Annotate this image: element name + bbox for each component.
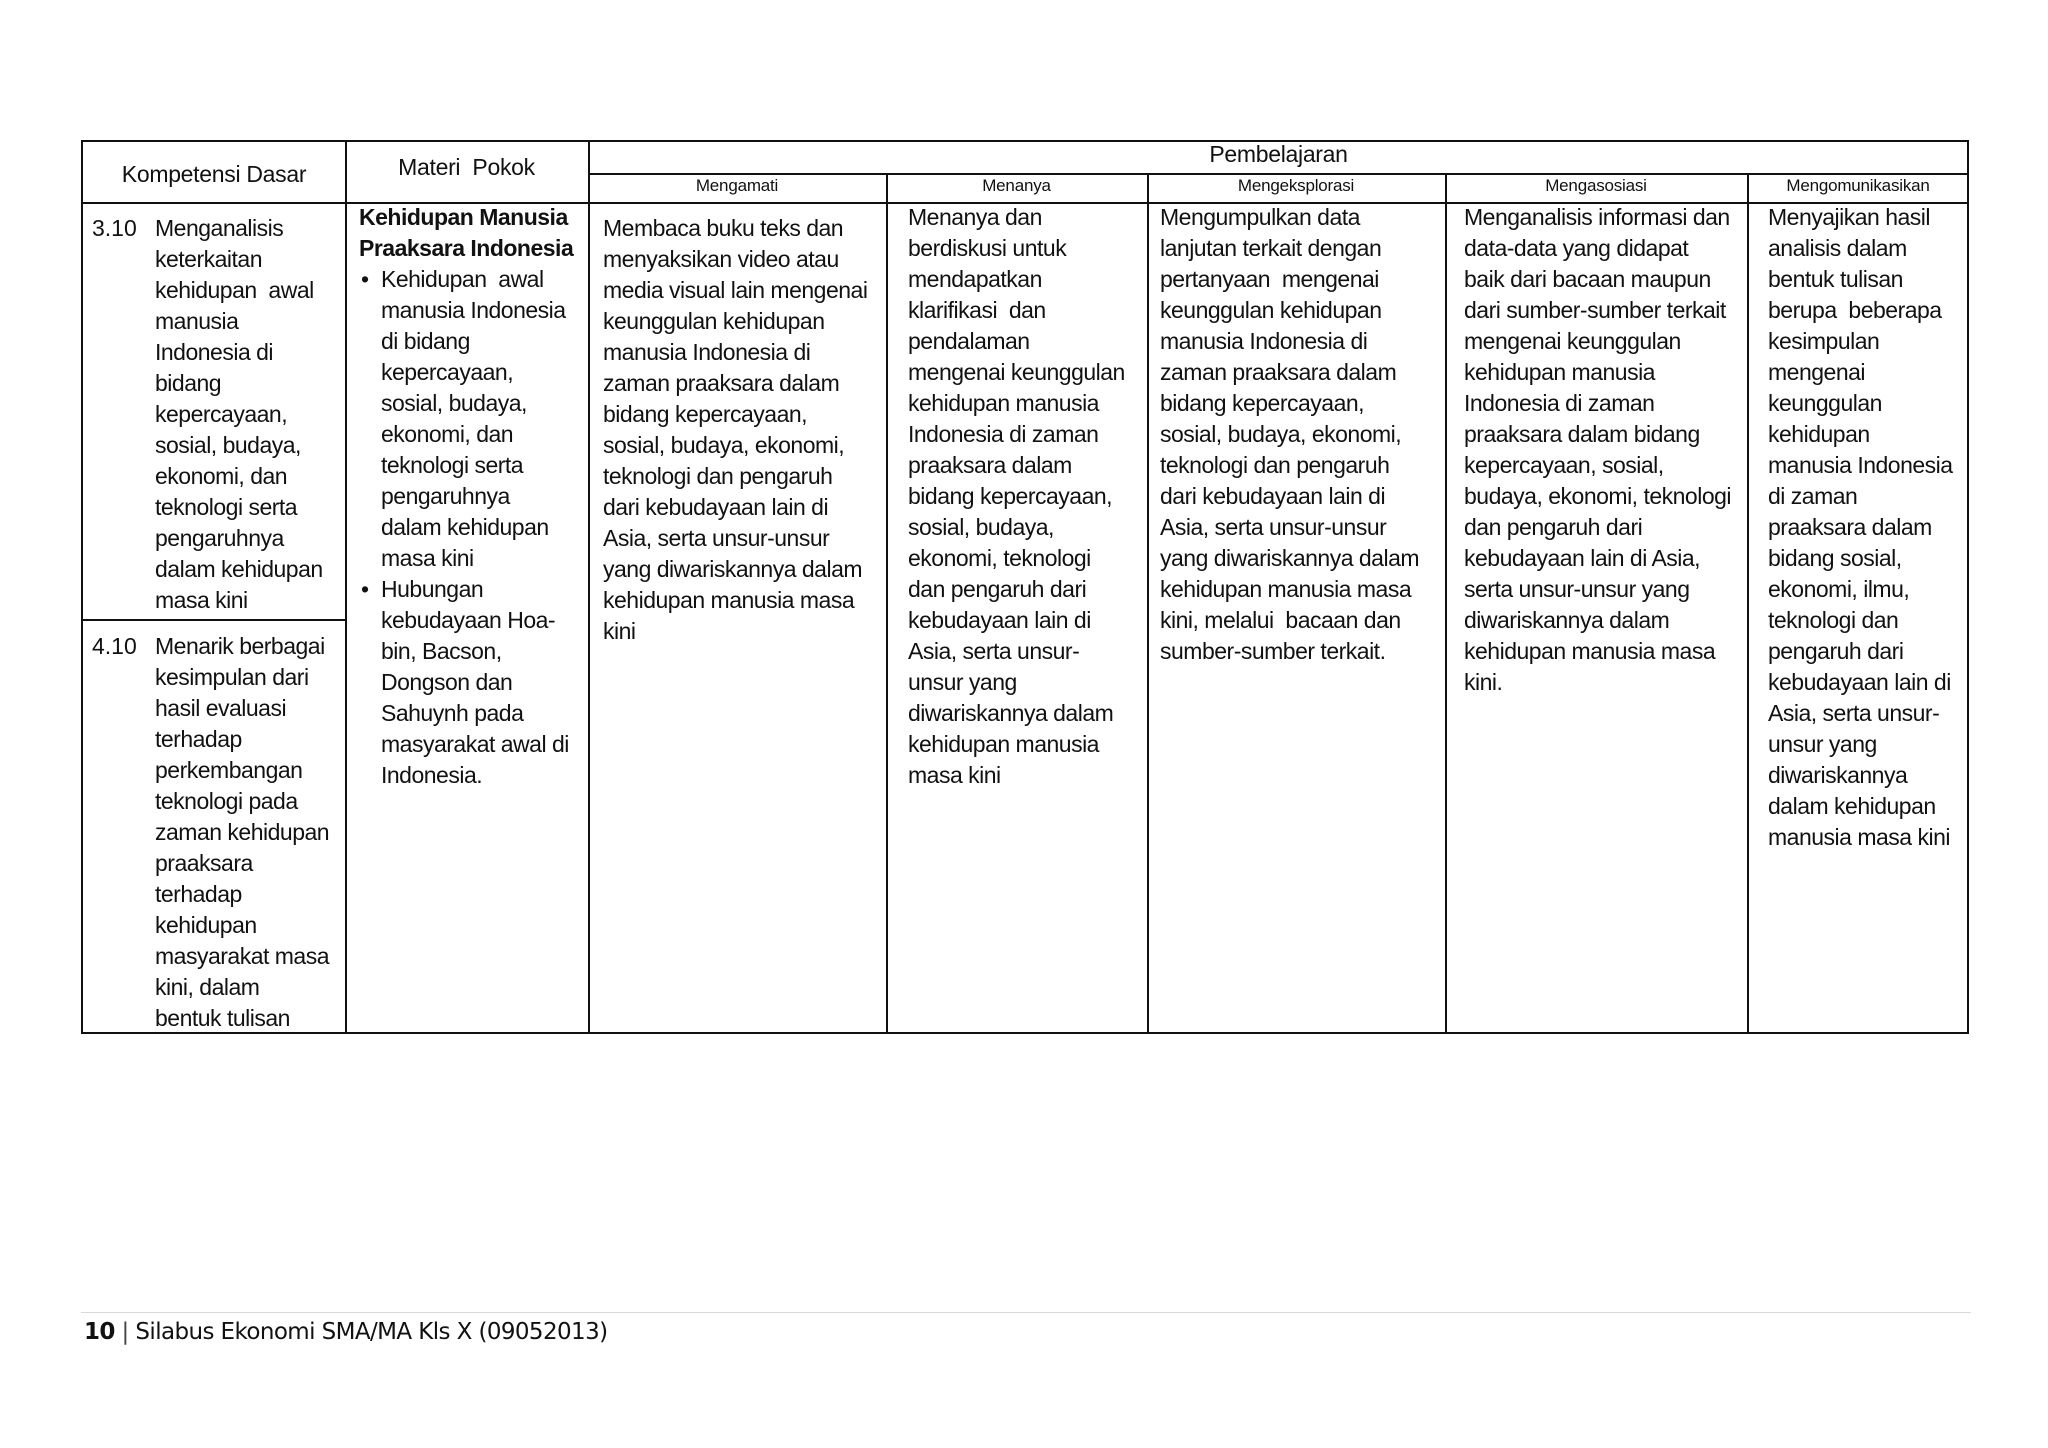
subheader-mengasosiasi: Mengasosiasi (1545, 176, 1647, 195)
col-divider-mengeksplorasi (1445, 173, 1447, 1032)
kd-number-4-10: 4.10 (92, 633, 137, 659)
materi-title: Praaksara Indonesia (359, 235, 574, 261)
header-kompetensi-dasar: Kompetensi Dasar (121, 161, 307, 187)
footer-rule (81, 1312, 1971, 1313)
subheader-menanya: Menanya (982, 176, 1051, 195)
materi-title: Kehidupan Manusia (359, 204, 568, 230)
header-materi-pokok: Materi Pokok (398, 154, 535, 180)
col-divider-materi (588, 142, 590, 1032)
col-divider-menanya (1147, 173, 1149, 1032)
subheader-mengamati: Mengamati (695, 176, 779, 195)
kd-number-3-10: 3.10 (92, 215, 137, 241)
page-footer (84, 1317, 607, 1347)
materi-pokok-cell (359, 202, 573, 791)
footer-separator: | (121, 1319, 129, 1345)
materi-bullet-list (359, 264, 573, 791)
list-item: • Kehidupan awal manusia Indonesia di bidang kepercayaan, sosial, budaya, ekonomi, dan teknologi serta pengaruhnya dalam kehidupan masa kini (359, 264, 573, 574)
mengamati-cell: Membaca buku teks dan menyaksikan video atau media visual lain mengenai keunggulan kehidupan manusia Indonesia di zaman praaksara dalam bidang kepercayaan, sosial, budaya, ekonomi, teknologi dan pengaruh dari kebudayaan lain di Asia, serta unsur-unsur yang diwariskannya dalam kehidupan manusia masa kini (603, 215, 868, 644)
kd-text-3-10: Menganalisis keterkaitan kehidupan awal manusia Indonesia di bidang kepercayaan, sosial, budaya, ekonomi, dan teknologi serta pengaruhnya dalam kehidupan masa kini (155, 215, 323, 613)
page-number: 10 (84, 1319, 115, 1345)
col-divider-kd (345, 142, 347, 1032)
footer-text: Silabus Ekonomi SMA/MA Kls X (09052013) (135, 1319, 608, 1345)
mengasosiasi-cell: Menganalisis informasi dan data-data yang didapat baik dari bacaan maupun dari sumber-sumber terkait mengenai keunggulan kehidupan manusia Indonesia di zaman praaksara dalam bidang kepercayaan, sosial, budaya, ekonomi, teknologi dan pengaruh dari kebudayaan lain di Asia, serta unsur-unsur yang diwariskannya dalam kehidupan manusia masa kini. (1464, 204, 1732, 695)
row-divider-kd (83, 619, 345, 621)
col-divider-mengasosiasi (1747, 173, 1749, 1032)
kd-text-4-10: Menarik berbagai kesimpulan dari hasil evaluasi terhadap perkembangan teknologi pada zaman kehidupan praaksara terhadap kehidupan masyarakat masa kini, dalam bentuk tulisan (155, 633, 330, 1031)
list-item: • Hubungan kebudayaan Hoa- bin, Bacson, Dongson dan Sahuynh pada masyarakat awal di Indonesia. (359, 574, 573, 791)
col-divider-mengamati (886, 173, 888, 1032)
mengeksplorasi-cell: Mengumpulkan data lanjutan terkait dengan pertanyaan mengenai keunggulan kehidupan manusia Indonesia di zaman praaksara dalam bidang kepercayaan, sosial, budaya, ekonomi, teknologi dan pengaruh dari kebudayaan lain di Asia, serta unsur-unsur yang diwariskannya dalam kehidupan manusia masa kini, melalui bacaan dan sumber-sumber terkait. (1160, 204, 1420, 664)
mengomunikasikan-cell: Menyajikan hasil analisis dalam bentuk tulisan berupa beberapa kesimpulan mengenai keunggulan kehidupan manusia Indonesia di zaman praaksara dalam bidang sosial, ekonomi, ilmu, teknologi dan pengaruh dari kebudayaan lain di Asia, serta unsur- unsur yang diwariskannya dalam kehidupan manusia masa kini (1768, 204, 1953, 850)
header-pembelajaran: Pembelajaran (1209, 141, 1348, 167)
subheader-mengomunikasikan: Mengomunikasikan (1786, 176, 1930, 195)
subheader-mengeksplorasi: Mengeksplorasi (1237, 176, 1355, 195)
row-divider-pembelajaran (588, 173, 1967, 175)
menanya-cell: Menanya dan berdiskusi untuk mendapatkan klarifikasi dan pendalaman mengenai keunggulan kehidupan manusia Indonesia di zaman praaksara dalam bidang kepercayaan, sosial, budaya, ekonomi, teknologi dan pengaruh dari kebudayaan lain di Asia, serta unsur- unsur yang diwariskannya dalam kehidupan manusia masa kini (908, 204, 1125, 788)
